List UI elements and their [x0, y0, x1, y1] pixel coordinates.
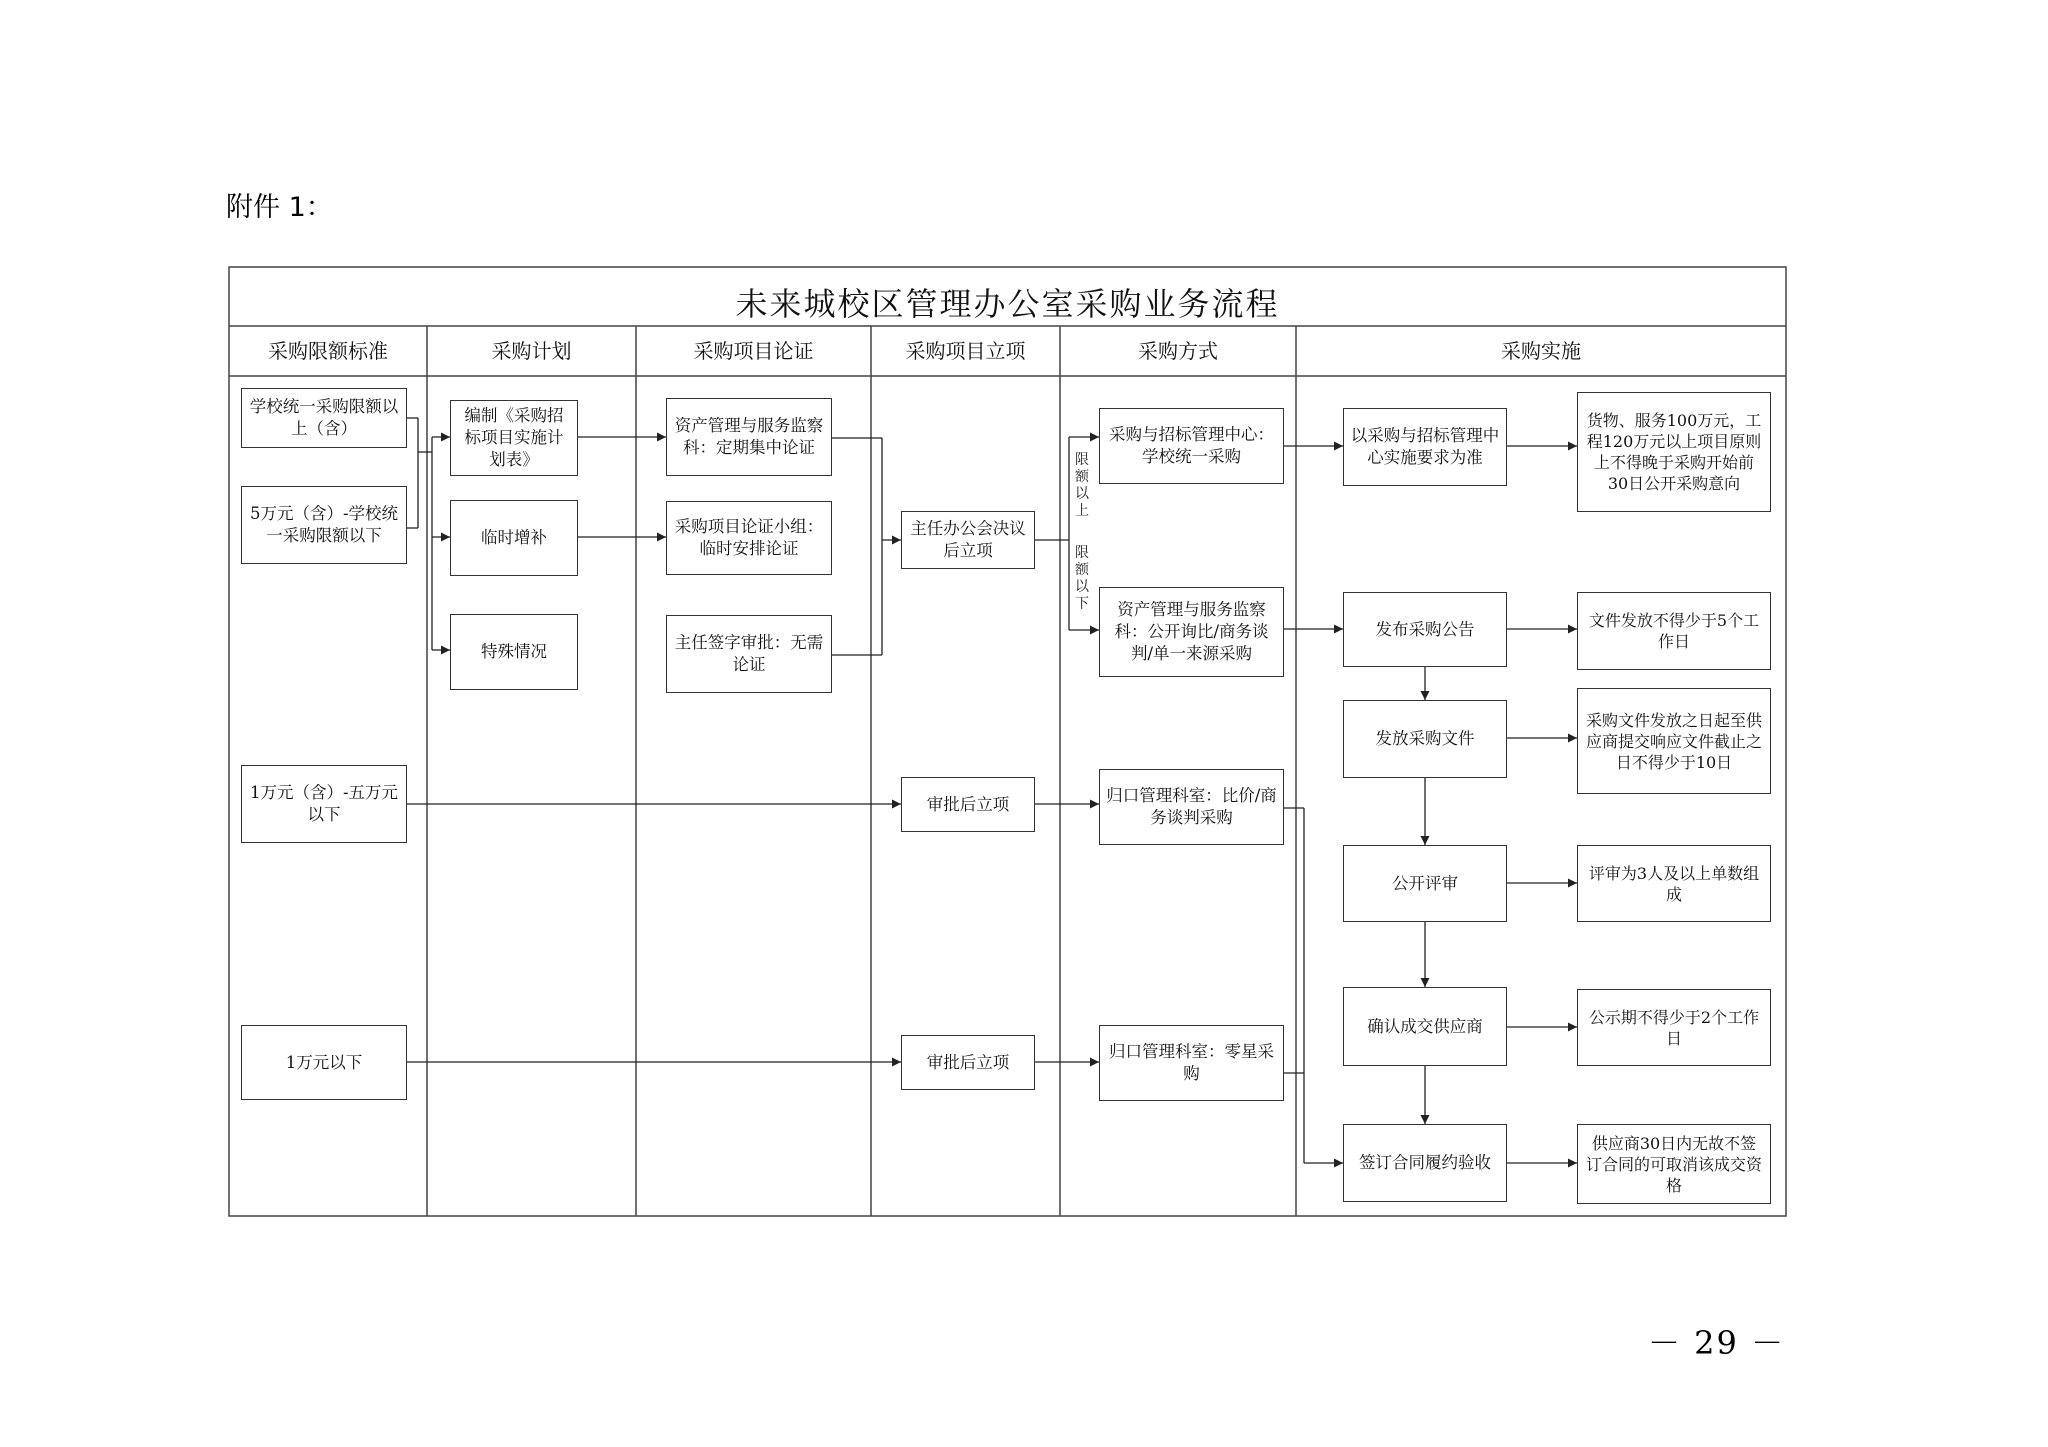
standard-box-5wan: 5万元（含）-学校统一采购限额以下: [241, 486, 407, 564]
impl-box-center-requirement: 以采购与招标管理中心实施要求为准: [1343, 408, 1507, 486]
impl-box-confirm-supplier: 确认成交供应商: [1343, 987, 1507, 1066]
attachment-label: 附件 1：: [226, 192, 333, 223]
method-box-department-petty: 归口管理科室：零星采购: [1099, 1025, 1284, 1101]
note-box-5days: 文件发放不得少于5个工作日: [1577, 592, 1771, 670]
method-box-department-price: 归口管理科室：比价/商务谈判采购: [1099, 769, 1284, 845]
demo-box-review-group: 采购项目论证小组：临时安排论证: [666, 501, 832, 575]
impl-box-issue-documents: 发放采购文件: [1343, 700, 1507, 778]
column-header-approval: 采购项目立项: [905, 339, 1026, 363]
approval-box-approve-2: 审批后立项: [901, 1035, 1035, 1090]
impl-box-sign-contract: 签订合同履约验收: [1343, 1124, 1507, 1202]
standard-box-school-limit: 学校统一采购限额以上（含）: [241, 388, 407, 448]
page-number: － 29 －: [1648, 1324, 1786, 1362]
demo-box-asset-management: 资产管理与服务监察科：定期集中论证: [666, 398, 832, 476]
chart-title: 未来城校区管理办公室采购业务流程: [735, 285, 1280, 323]
demo-box-director-sign: 主任签字审批：无需论证: [666, 615, 832, 693]
column-header-demonstration: 采购项目论证: [693, 339, 814, 363]
column-header-standard: 采购限额标准: [268, 339, 388, 363]
impl-box-public-review: 公开评审: [1343, 845, 1507, 922]
note-box-odd-reviewers: 评审为3人及以上单数组成: [1577, 845, 1771, 922]
note-box-intention: 货物、服务100万元，工程120万元以上项目原则上不得晚于采购开始前30日公开采购意向: [1577, 392, 1771, 512]
plan-box-special: 特殊情况: [450, 614, 578, 690]
standard-box-below-1wan: 1万元以下: [241, 1025, 407, 1100]
approval-box-approve-1: 审批后立项: [901, 777, 1035, 832]
note-box-publicity: 公示期不得少于2个工作日: [1577, 989, 1771, 1066]
approval-box-meeting: 主任办公会决议后立项: [901, 511, 1035, 569]
column-header-method: 采购方式: [1138, 339, 1218, 363]
standard-box-1wan-5wan: 1万元（含）-五万元以下: [241, 765, 407, 843]
column-header-plan: 采购计划: [491, 339, 572, 363]
label-above-limit: 限额以上: [1075, 452, 1089, 519]
plan-box-compile: 编制《采购招标项目实施计划表》: [450, 400, 578, 476]
note-box-cancel-qualification: 供应商30日内无故不签订合同的可取消该成交资格: [1577, 1124, 1771, 1204]
method-box-asset-inquiry: 资产管理与服务监察科：公开询比/商务谈判/单一来源采购: [1099, 587, 1284, 677]
column-header-implementation: 采购实施: [1501, 339, 1581, 363]
plan-box-supplement: 临时增补: [450, 500, 578, 576]
impl-box-publish-notice: 发布采购公告: [1343, 592, 1507, 667]
method-box-central-procurement: 采购与招标管理中心：学校统一采购: [1099, 408, 1284, 484]
note-box-10days: 采购文件发放之日起至供应商提交响应文件截止之日不得少于10日: [1577, 688, 1771, 794]
label-below-limit: 限额以下: [1075, 545, 1089, 612]
